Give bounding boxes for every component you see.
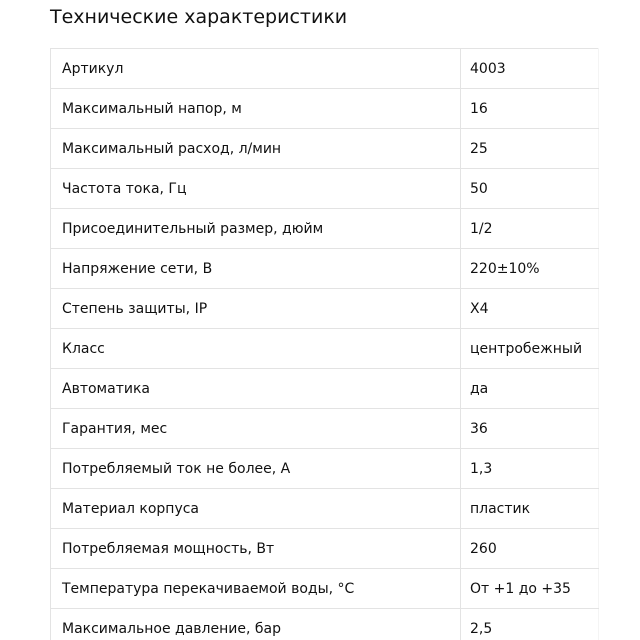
table-row [51, 169, 599, 209]
spec-value: X4 [461, 289, 599, 329]
table-row [51, 569, 599, 609]
spec-value: 2,5 [461, 609, 599, 640]
table-row [51, 329, 599, 369]
spec-value: 25 [461, 129, 599, 169]
spec-value: 1/2 [461, 209, 599, 249]
spec-value: 260 [461, 529, 599, 569]
spec-value: 50 [461, 169, 599, 209]
spec-label: Класс [51, 329, 461, 369]
spec-value: 16 [461, 89, 599, 129]
table-row [51, 609, 599, 640]
table-row [51, 89, 599, 129]
spec-label: Гарантия, мес [51, 409, 461, 449]
spec-label: Автоматика [51, 369, 461, 409]
spec-label: Присоединительный размер, дюйм [51, 209, 461, 249]
spec-value: От +1 до +35 [461, 569, 599, 609]
table-row [51, 209, 599, 249]
table-row [51, 129, 599, 169]
page-title: Технические характеристики [50, 6, 348, 28]
spec-label: Максимальный напор, м [51, 89, 461, 129]
spec-value: центробежный [461, 329, 599, 369]
spec-label: Напряжение сети, В [51, 249, 461, 289]
spec-label: Артикул [51, 49, 461, 89]
specifications-table [50, 48, 599, 640]
spec-label: Потребляемая мощность, Вт [51, 529, 461, 569]
table-row [51, 249, 599, 289]
table-row [51, 489, 599, 529]
spec-value: 36 [461, 409, 599, 449]
spec-label: Материал корпуса [51, 489, 461, 529]
table-row [51, 529, 599, 569]
spec-label: Максимальное давление, бар [51, 609, 461, 640]
table-row [51, 289, 599, 329]
spec-value: да [461, 369, 599, 409]
spec-value: 220±10% [461, 249, 599, 289]
spec-label: Степень защиты, IP [51, 289, 461, 329]
table-row [51, 449, 599, 489]
spec-value: 4003 [461, 49, 599, 89]
spec-value: пластик [461, 489, 599, 529]
table-row [51, 369, 599, 409]
table-row [51, 49, 599, 89]
spec-label: Частота тока, Гц [51, 169, 461, 209]
spec-label: Максимальный расход, л/мин [51, 129, 461, 169]
table-row [51, 409, 599, 449]
spec-label: Температура перекачиваемой воды, °С [51, 569, 461, 609]
spec-label: Потребляемый ток не более, А [51, 449, 461, 489]
spec-value: 1,3 [461, 449, 599, 489]
